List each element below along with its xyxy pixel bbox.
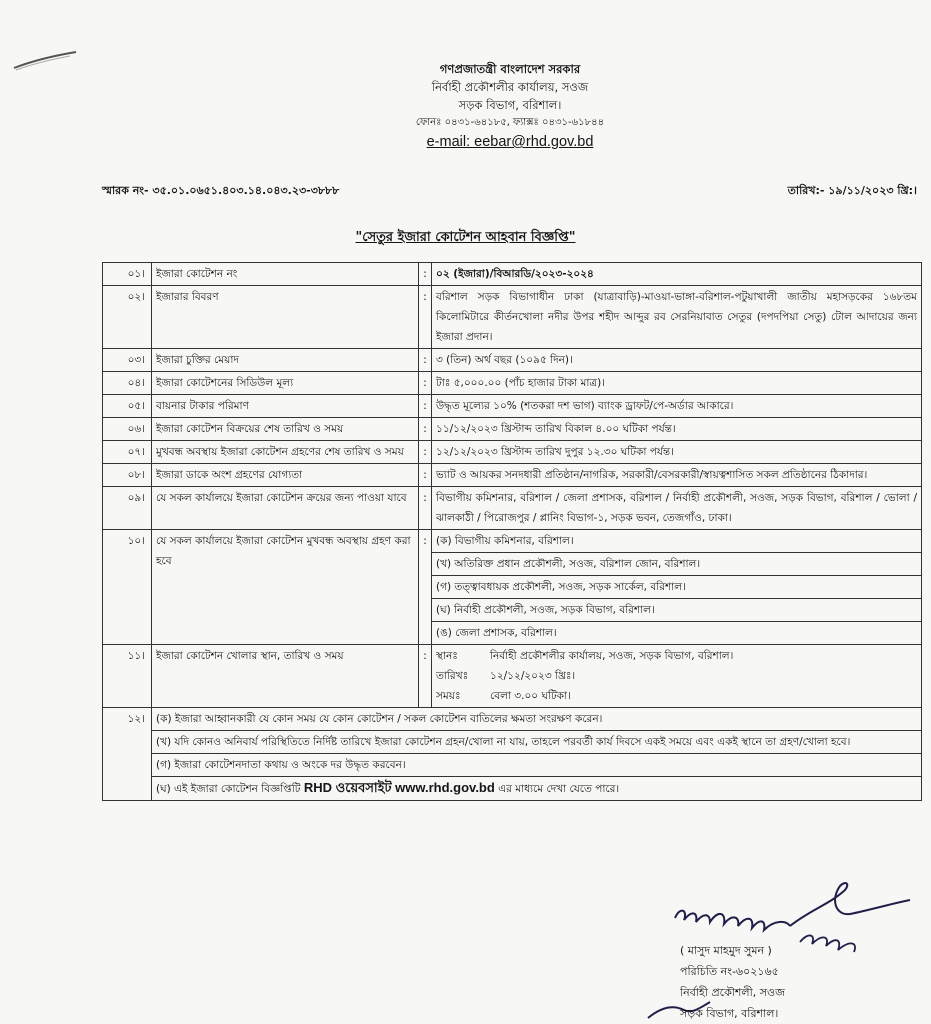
notice-title: "সেতুর ইজারা কোটেশন আহবান বিজ্ঞপ্তি" — [355, 230, 576, 245]
table-row — [103, 530, 922, 645]
gha-suffix: এর মাধ্যমে দেখা যেতে পারে। — [498, 783, 620, 795]
condition-gha — [152, 777, 922, 801]
memo-date: তারিখ:- ১৯/১১/২০২৩ খ্রি:। — [787, 184, 917, 197]
row-number: ০৫। — [103, 395, 152, 418]
row-colon: : — [419, 395, 432, 418]
table-row — [103, 418, 922, 441]
office-list-item: (গ) তত্ত্বাবধায়ক প্রকৌশলী, সওজ, সড়ক সার্কেল, বরিশাল। — [432, 576, 921, 599]
table-row — [103, 286, 922, 349]
row-value: বরিশাল সড়ক বিভাগাধীন ঢাকা (যাত্রাবাড়ি)-মাওয়া-ভাঙ্গা-বরিশাল-পটুয়াখালী জাতীয় মহাসড়কের ১৬৮তম কিলোমিটারে কীর্তনখোলা নদীর উপর শহীদ আব্দুর রব সেরনিয়াবাত সেতুর (দপদপিয়া সেতু) টোল আদায়ের জন্য ইজারা প্রদান। — [432, 286, 922, 349]
row-colon: : — [419, 464, 432, 487]
opening-date — [436, 666, 917, 686]
row-label: ইজারা কোটেশনের সিডিউল মূল্য — [152, 372, 419, 395]
row-value: ০২ (ইজারা)/বিআরডি/২০২৩-২০২৪ — [432, 263, 922, 286]
row-number: ০৯। — [103, 487, 152, 530]
signature-block — [640, 870, 930, 1024]
opening-time — [436, 686, 917, 706]
row-number: ০৩। — [103, 349, 152, 372]
row-label: ইজারা কোটেশন খোলার স্থান, তারিখ ও সময় — [152, 645, 419, 708]
row-number: ০৪। — [103, 372, 152, 395]
row-colon: : — [419, 349, 432, 372]
table-row — [103, 464, 922, 487]
row-label: যে সকল কার্যালয়ে ইজারা কোটেশন ক্রয়ের জন্য পাওয়া যাবে — [152, 487, 419, 530]
office-list-item: (ক) বিভাগীয় কমিশনার, বরিশাল। — [432, 530, 921, 553]
row-colon: : — [419, 372, 432, 395]
condition-ka: (ক) ইজারা আহ্বানকারী যে কোন সময় যে কোন কোটেশন / সকল কোটেশন বাতিলের ক্ষমতা সংরক্ষণ করেন। — [152, 708, 922, 731]
place-value: নির্বাহী প্রকৌশলীর কার্যালয়, সওজ, সড়ক বিভাগ, বরিশাল। — [490, 650, 734, 662]
row-number: ০১। — [103, 263, 152, 286]
signatory-id: পরিচিতি নং-৬০২১৬৫ — [680, 965, 779, 978]
condition-kha: (খ) যদি কোনও অনিবার্য পরিস্থিতিতে নির্দিষ্ট তারিখে ইজারা কোটেশন গ্রহন/খোলা না যায়, তাহলে পরবর্তী কার্য দিবসে একই সময়ে এবং একই স্থানে তা গ্রহণ/খোলা হবে। — [152, 731, 922, 754]
date-value: ১২/১২/২০২৩ খ্রিঃ। — [490, 670, 576, 682]
condition-ga: (গ) ইজারা কোটেশনদাতা কথায় ও অংকে দর উদ্ধৃত করবেন। — [152, 754, 922, 777]
table-row — [103, 441, 922, 464]
row-number: ০৭। — [103, 441, 152, 464]
row-value: ১২/১২/২০২৩ খ্রিস্টাব্দ তারিখ দুপুর ১২.৩০ ঘটিকা পর্যন্ত। — [432, 441, 922, 464]
row-label: যে সকল কার্যালয়ে ইজারা কোটেশন মুখবন্ধ অবস্থায় গ্রহণ করা হবে — [152, 530, 419, 645]
row-value: উদ্ধৃত মূল্যের ১০% (শতকরা দশ ভাগ) ব্যাংক ড্রাফট/পে-অর্ডার আকারে। — [432, 395, 922, 418]
table-row — [103, 487, 922, 530]
govt-name: গণপ্রজাতন্ত্রী বাংলাদেশ সরকার — [439, 62, 581, 76]
opening-place — [436, 646, 917, 666]
signatory-office: সড়ক বিভাগ, বরিশাল। — [680, 1007, 779, 1020]
table-row — [103, 349, 922, 372]
row-label: মুখবন্ধ অবস্থায় ইজারা কোটেশন গ্রহণের শেষ তারিখ ও সময় — [152, 441, 419, 464]
place-key: স্থানঃ — [436, 650, 458, 662]
table-row — [103, 708, 922, 731]
office-name: নির্বাহী প্রকৌশলীর কার্যালয়, সওজ — [431, 80, 589, 94]
row-colon: : — [419, 263, 432, 286]
table-row — [103, 777, 922, 801]
row-label: ইজারা কোটেশন বিক্রয়ের শেষ তারিখ ও সময় — [152, 418, 419, 441]
table-row — [103, 372, 922, 395]
scan-smudge-mark — [10, 48, 80, 72]
row-label: ইজারা ডাকে অংশ গ্রহণের যোগ্যতা — [152, 464, 419, 487]
row-value: টাঃ ৫,০০০.০০ (পাঁচ হাজার টাকা মাত্র)। — [432, 372, 922, 395]
table-row — [103, 731, 922, 754]
signatory-name: ( মাসুদ মাহমুদ সুমন ) — [680, 944, 772, 957]
row-number: ১০। — [103, 530, 152, 645]
row-colon: : — [419, 487, 432, 530]
table-row — [103, 754, 922, 777]
notice-title-wrap — [0, 226, 931, 249]
row-value-opening — [432, 645, 922, 708]
row-number: ০২। — [103, 286, 152, 349]
row-label: বায়নার টাকার পরিমাণ — [152, 395, 419, 418]
website-link[interactable]: RHD ওয়েবসাইট www.rhd.gov.bd — [303, 780, 495, 795]
row-number: ১২। — [103, 708, 152, 801]
row-colon: : — [419, 530, 432, 645]
row-value: ৩ (তিন) অর্থ বছর (১০৯৫ দিন)। — [432, 349, 922, 372]
signatory-details — [680, 940, 785, 1024]
time-value: বেলা ৩.০০ ঘটিকা। — [490, 690, 571, 702]
row-value: ১১/১২/২০২৩ খ্রিস্টাব্দ তারিখ বিকাল ৪.০০ ঘটিকা পর্যন্ত। — [432, 418, 922, 441]
table-row — [103, 645, 922, 708]
row-label: ইজারা কোটেশন নং — [152, 263, 419, 286]
row-number: ১১। — [103, 645, 152, 708]
row-number: ০৮। — [103, 464, 152, 487]
office-list-item: (ঙ) জেলা প্রশাসক, বরিশাল। — [436, 627, 557, 639]
letterhead — [360, 60, 660, 151]
date-key: তারিখঃ — [436, 670, 469, 682]
signatory-designation: নির্বাহী প্রকৌশলী, সওজ — [680, 986, 785, 999]
phone-fax: ফোনঃ ০৪৩১-৬৪১৮৫, ফ্যাক্সঃ ০৪৩১-৬১৮৪৪ — [415, 117, 605, 128]
office-list-item: (খ) অতিরিক্ত প্রধান প্রকৌশলী, সওজ, বরিশাল জোন, বরিশাল। — [432, 553, 921, 576]
table-row — [103, 395, 922, 418]
memo-number: স্মারক নং- ৩৫.০১.০৬৫১.৪০৩.১৪.০৪৩.২৩-৩৮৮৮ — [102, 184, 340, 197]
time-key: সময়ঃ — [436, 690, 461, 702]
gha-prefix: (ঘ) এই ইজারা কোটেশন বিজ্ঞপ্তিটি — [156, 783, 301, 795]
division-name: সড়ক বিভাগ, বরিশাল। — [458, 98, 562, 112]
row-value-list — [432, 530, 922, 645]
table-row — [103, 263, 922, 286]
notice-table — [102, 262, 922, 801]
row-colon: : — [419, 645, 432, 708]
row-colon: : — [419, 441, 432, 464]
row-number: ০৬। — [103, 418, 152, 441]
email-link[interactable]: e-mail: eebar@rhd.gov.bd — [426, 134, 594, 150]
row-value: বিভাগীয় কমিশনার, বরিশাল / জেলা প্রশাসক, বরিশাল / নির্বাহী প্রকৌশলী, সওজ, সড়ক বিভাগ, বরিশাল / ভোলা / ঝালকাঠী / পিরোজপুর / প্লানিং বিভাগ-১, সড়ক ভবন, তেজগাঁও, ঢাকা। — [432, 487, 922, 530]
row-value: ভ্যাট ও আয়কর সনদধারী প্রতিষ্ঠান/নাগরিক, সরকারী/বেসরকারী/স্বায়ত্বশাসিত সকল প্রতিষ্ঠানের ঠিকাদার। — [432, 464, 922, 487]
row-colon: : — [419, 286, 432, 349]
row-label: ইজারা চুক্তির মেয়াদ — [152, 349, 419, 372]
office-list-item: (ঘ) নির্বাহী প্রকৌশলী, সওজ, সড়ক বিভাগ, বরিশাল। — [432, 599, 921, 622]
row-label: ইজারার বিবরণ — [152, 286, 419, 349]
row-colon: : — [419, 418, 432, 441]
